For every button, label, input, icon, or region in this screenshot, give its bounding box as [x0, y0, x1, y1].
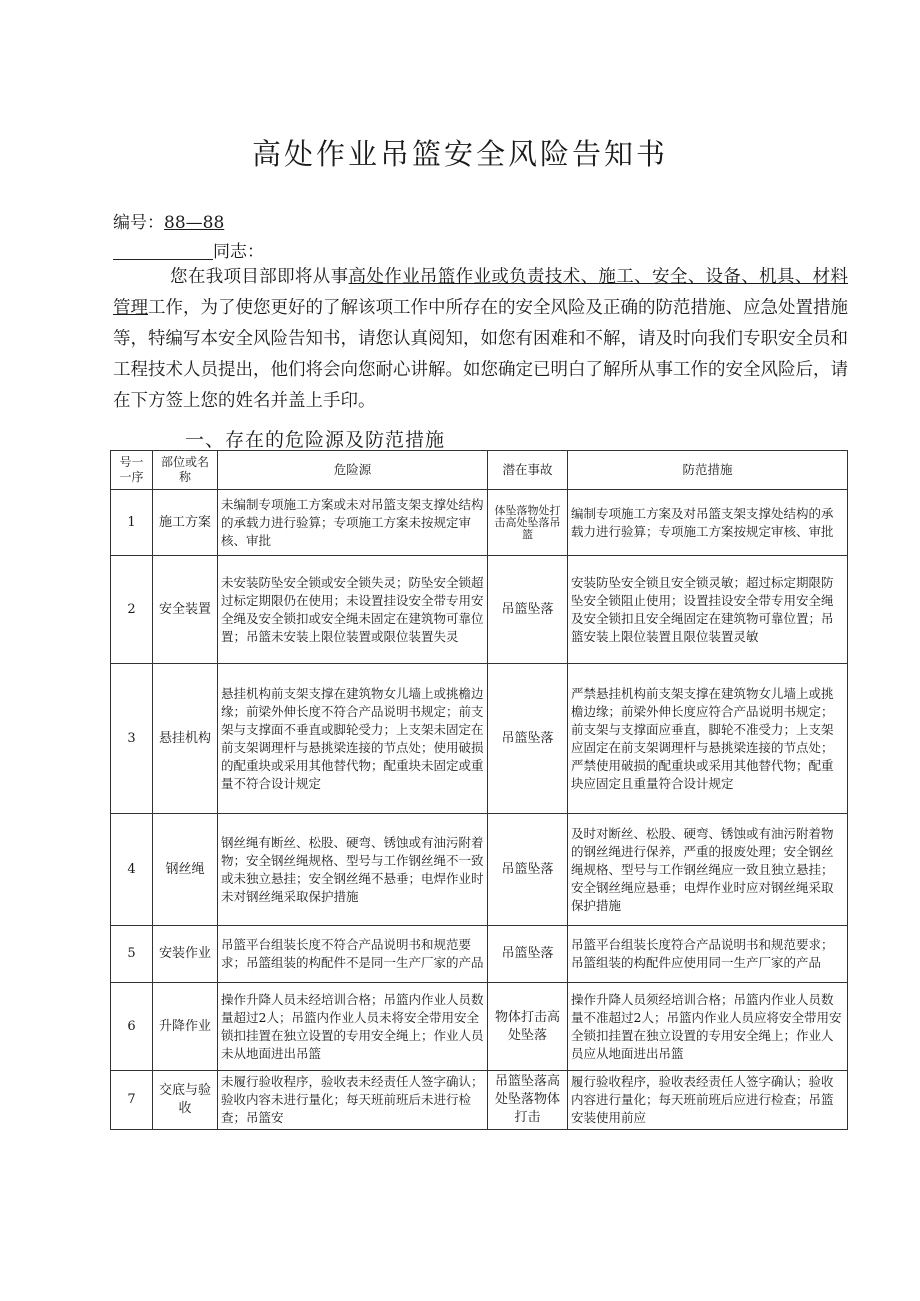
- table-row: [111, 556, 848, 664]
- row-accident: 吊篮坠落高处坠落物体打击: [488, 1071, 568, 1130]
- row-measures: 安装防坠安全锁且安全锁灵敏；超过标定期限防坠安全锁阻止使用；设置挂设安全带专用安全绳及安全锁扣且安全绳固定在建筑物可靠位置；吊篮安装上限位装置且限位装置灵敏: [568, 556, 848, 664]
- row-measures: 及时对断丝、松股、硬弯、锈蚀或有油污附着物的钢丝绳进行保养，严重的报废处理；安全钢丝绳规格、型号与工作钢丝绳应一致且独立悬挂；安全钢丝绳应悬垂；电焊作业时应对钢丝绳采取保护措施: [568, 814, 848, 926]
- table-header-row: [111, 451, 848, 490]
- row-num: 1: [111, 490, 153, 556]
- row-part: 安全装置: [153, 556, 218, 664]
- intro-pre: 您在我项目部即将从事: [170, 267, 349, 287]
- row-hazard: 操作升降人员未经培训合格；吊篮内作业人员数量超过2人；吊篮内作业人员未将安全带用安全锁扣挂置在独立设置的专用安全绳上；作业人员未从地面进出吊篮: [218, 983, 488, 1071]
- intro-underlined-scope: 高处作业吊篮作业或负责技术、施工、安全、设备、机具、材料管理: [113, 267, 848, 318]
- intro-paragraph: [113, 262, 848, 417]
- row-num: 3: [111, 664, 153, 814]
- row-num: 4: [111, 814, 153, 926]
- greeting-line: [113, 237, 264, 262]
- row-hazard: 未编制专项施工方案或未对吊篮支架支撑处结构的承载力进行验算；专项施工方案未按规定审核、审批: [218, 490, 488, 556]
- greeting-text: 同志：: [213, 242, 264, 262]
- row-measures: 编制专项施工方案及对吊篮支架支撑处结构的承载力进行验算；专项施工方案按规定审核、审批: [568, 490, 848, 556]
- row-part: 施工方案: [153, 490, 218, 556]
- serial-value: 88—88: [164, 213, 225, 233]
- row-accident: 吊篮坠落: [488, 664, 568, 814]
- row-accident: 体坠落物处打击高处坠落吊篮: [488, 490, 568, 556]
- row-part: 交底与验收: [153, 1071, 218, 1130]
- row-part: 升降作业: [153, 983, 218, 1071]
- table-row: [111, 983, 848, 1071]
- header-num: 号一一序: [111, 451, 153, 490]
- intro-post: 工作，为了使您更好的了解该项工作中所存在的安全风险及正确的防范措施、应急处置措施等，特编写本安全风险告知书，请您认真阅知，如您有困难和不解，请及时向我们专职安全员和工程技术人员提出，他们将会向您耐心讲解。如您确定已明白了解所从事工作的安全风险后，请在下方签上您的姓名并盖上手印。: [113, 298, 848, 411]
- row-measures: 吊篮平台组装长度符合产品说明书和规范要求；吊篮组装的构配件应使用同一生产厂家的产品: [568, 926, 848, 983]
- row-accident: 吊篮坠落: [488, 556, 568, 664]
- serial-label: 编号：: [113, 213, 164, 233]
- row-hazard: 钢丝绳有断丝、松股、硬弯、锈蚀或有油污附着物；安全钢丝绳规格、型号与工作钢丝绳不一致或未独立悬挂；安全钢丝绳不悬垂；电焊作业时未对钢丝绳采取保护措施: [218, 814, 488, 926]
- row-measures: 履行验收程序，验收表经责任人签字确认；验收内容进行量化；每天班前班后应进行检查；吊篮安装使用前应: [568, 1071, 848, 1130]
- table-row: [111, 664, 848, 814]
- header-hazard: 危险源: [218, 451, 488, 490]
- header-accident: 潜在事故: [488, 451, 568, 490]
- row-accident: 物体打击高处坠落: [488, 983, 568, 1071]
- header-measures: 防范措施: [568, 451, 848, 490]
- row-hazard: 未安装防坠安全锁或安全锁失灵；防坠安全锁超过标定期限仍在使用；未设置挂设安全带专用安全绳及安全锁扣或安全绳未固定在建筑物可靠位置；吊篮未安装上限位装置或限位装置失灵: [218, 556, 488, 664]
- row-accident: 吊篮坠落: [488, 926, 568, 983]
- row-accident: 吊篮坠落: [488, 814, 568, 926]
- serial-number: [113, 208, 224, 233]
- row-part: 安装作业: [153, 926, 218, 983]
- table-row: [111, 490, 848, 556]
- row-part: 钢丝绳: [153, 814, 218, 926]
- row-part: 悬挂机构: [153, 664, 218, 814]
- table-row: [111, 926, 848, 983]
- row-hazard: 未履行验收程序，验收表未经责任人签字确认；验收内容未进行量化；每天班前班后未进行检查；吊篮安: [218, 1071, 488, 1130]
- row-num: 5: [111, 926, 153, 983]
- row-measures: 严禁悬挂机构前支架支撑在建筑物女儿墙上或挑檐边缘；前梁外伸长度应符合产品说明书规定；前支架与支撑面应垂直，脚轮不准受力；上支架应固定在前支架调理杆与悬挑梁连接的节点处；严禁使用破损的配重块或采用其他替代物；配重块应固定且重量符合设计规定: [568, 664, 848, 814]
- name-blank: [113, 243, 213, 260]
- header-part: 部位或名称: [153, 451, 218, 490]
- table-row: [111, 814, 848, 926]
- row-num: 6: [111, 983, 153, 1071]
- table-row: [111, 1071, 848, 1130]
- row-hazard: 悬挂机构前支架支撑在建筑物女儿墙上或挑檐边缘；前梁外伸长度不符合产品说明书规定；前支架与支撑面不垂直或脚轮受力；上支架未固定在前支架调理杆与悬挑梁连接的节点处；使用破损的配重块或采用其他替代物；配重块未固定或重量不符合设计规定: [218, 664, 488, 814]
- row-num: 7: [111, 1071, 153, 1130]
- risk-table: [110, 450, 848, 1130]
- section-heading: 一、存在的危险源及防范措施: [185, 429, 446, 451]
- row-measures: 操作升降人员须经培训合格；吊篮内作业人员数量不准超过2人；吊篮内作业人员应将安全带用安全锁扣挂置在独立设置的专用安全绳上；作业人员应从地面进出吊篮: [568, 983, 848, 1071]
- row-hazard: 吊篮平台组装长度不符合产品说明书和规范要求；吊篮组装的构配件不是同一生产厂家的产品: [218, 926, 488, 983]
- document-title: 高处作业吊篮安全风险告知书: [251, 137, 668, 171]
- row-num: 2: [111, 556, 153, 664]
